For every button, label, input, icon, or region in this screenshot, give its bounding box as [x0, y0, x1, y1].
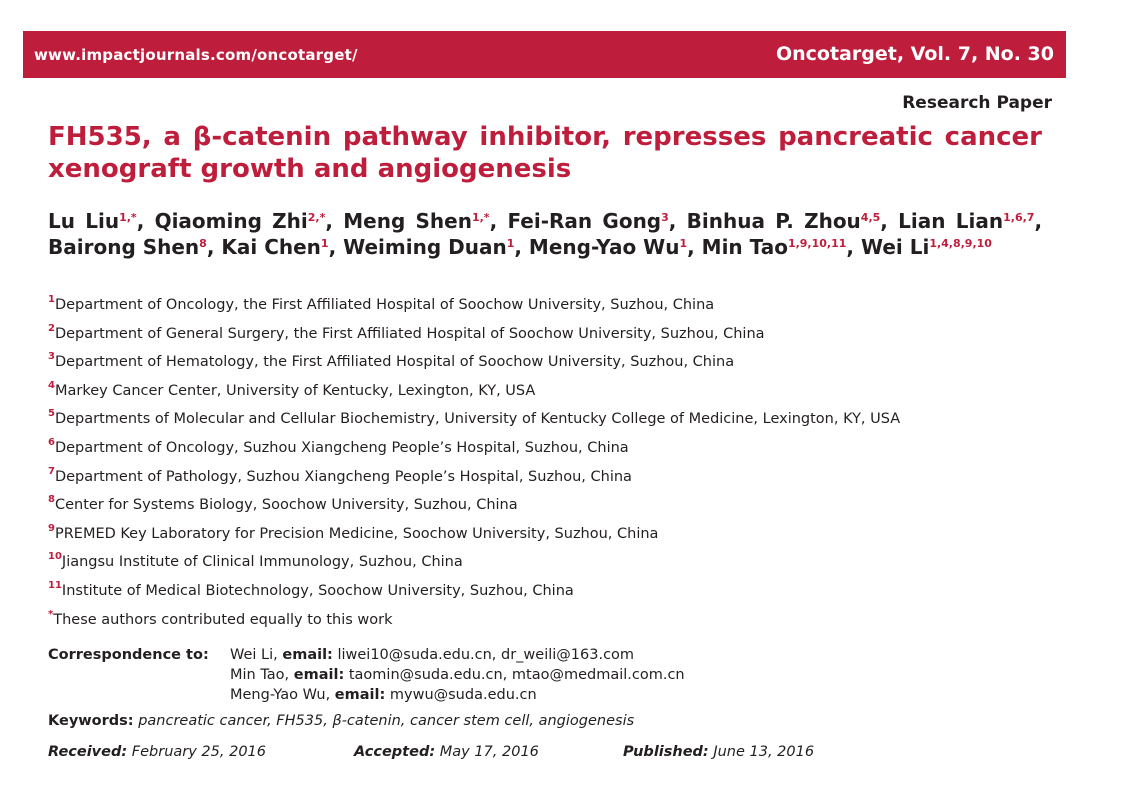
published-value: June 13, 2016 — [713, 744, 815, 760]
author-name: Meng-Yao Wu — [528, 235, 680, 259]
affiliation-number: 3 — [48, 351, 55, 363]
author-affiliation-marker: 1 — [679, 237, 688, 250]
author-name: Meng Shen — [343, 209, 472, 233]
author-name: Qiaoming Zhi — [154, 209, 308, 233]
paper-title: FH535, a β-catenin pathway inhibitor, represses pancreatic cancer xenograft growth and angiogenesis — [48, 122, 1042, 184]
author-affiliation-marker: 2,* — [307, 211, 326, 224]
keywords-label: Keywords: — [48, 713, 134, 729]
author-affiliation-marker: 1 — [506, 237, 515, 250]
received-value: February 25, 2016 — [131, 744, 266, 760]
author-name: Binhua P. Zhou — [686, 209, 861, 233]
author-name: Bairong Shen — [48, 235, 200, 259]
affiliation-number: 5 — [48, 408, 55, 420]
author-name: Min Tao — [701, 235, 788, 259]
accepted-value: May 17, 2016 — [439, 744, 539, 760]
affiliation-item — [48, 291, 1088, 320]
affiliation-number: 6 — [48, 436, 55, 448]
affiliation-item — [48, 348, 1088, 377]
affiliation-number: 9 — [48, 522, 55, 534]
affiliation-text: Departments of Molecular and Cellular Biochemistry, University of Kentucky College of Medicine, Lexington, KY, USA — [54, 411, 901, 428]
author-affiliation-marker: 1,9,10,11 — [787, 237, 847, 250]
affiliation-item — [48, 606, 1088, 635]
correspondent-emails[interactable]: liwei10@suda.edu.cn, dr_weili@163.com — [337, 647, 635, 663]
keywords-text: pancreatic cancer, FH535, β-catenin, cancer stem cell, angiogenesis — [138, 713, 635, 729]
email-label: email: — [293, 667, 345, 683]
affiliation-item — [48, 405, 1088, 434]
paper-type-label: Research Paper — [902, 93, 1052, 113]
email-label: email: — [282, 647, 333, 663]
affiliation-number: 1 — [48, 294, 55, 305]
author-affiliation-marker: 1,4,8,9,10 — [929, 237, 992, 250]
affiliation-number: 4 — [48, 379, 55, 391]
author-name: Fei-Ran Gong — [507, 209, 662, 233]
received-label: Received: — [48, 744, 128, 760]
email-label: email: — [334, 687, 386, 703]
journal-url[interactable]: www.impactjournals.com/oncotarget/ — [34, 46, 358, 64]
affiliation-text: Center for Systems Biology, Soochow University, Suzhou, China — [54, 497, 518, 514]
affiliation-text: Department of Oncology, the First Affiliated Hospital of Soochow University, Suzhou, China — [54, 297, 715, 313]
author-affiliation-marker: 8 — [199, 237, 207, 250]
affiliation-text: Institute of Medical Biotechnology, Soochow University, Suzhou, China — [61, 582, 574, 599]
author-affiliation-marker: 4,5 — [860, 211, 881, 224]
accepted-date — [354, 744, 539, 760]
affiliation-text: Markey Cancer Center, University of Kentucky, Lexington, KY, USA — [54, 382, 536, 399]
affiliation-text: Department of Hematology, the First Affiliated Hospital of Soochow University, Suzhou, China — [54, 354, 735, 371]
author-name: Weiming Duan — [343, 235, 507, 259]
correspondence-block — [48, 645, 685, 705]
affiliation-text: These authors contributed equally to this work — [53, 611, 393, 628]
correspondent-name: Wei Li, — [230, 647, 278, 663]
author-affiliation-marker: 1 — [320, 237, 329, 250]
author-affiliation-marker: 1,* — [119, 211, 137, 224]
journal-citation: Oncotarget, Vol. 7, No. 30 — [775, 43, 1054, 65]
affiliation-item — [48, 320, 1088, 349]
affiliation-number: 8 — [48, 494, 55, 506]
affiliation-list — [48, 291, 1088, 634]
correspondent-name: Meng-Yao Wu, — [230, 687, 331, 703]
affiliation-text: Department of General Surgery, the First Affiliated Hospital of Soochow University, Suzhou, China — [54, 325, 765, 342]
author-name: Wei Li — [860, 235, 930, 259]
author-affiliation-marker: 1,6,7 — [1003, 211, 1035, 224]
author-name: Kai Chen — [221, 235, 321, 259]
received-date — [48, 744, 266, 760]
correspondent-emails[interactable]: taomin@suda.edu.cn, mtao@medmail.com.cn — [348, 667, 685, 683]
affiliation-item — [48, 548, 1088, 577]
author-name: Lian Lian — [898, 209, 1004, 233]
affiliation-item — [48, 377, 1088, 406]
author-name: Lu Liu — [48, 209, 120, 233]
affiliation-text: Jiangsu Institute of Clinical Immunology, Suzhou, China — [61, 554, 463, 571]
published-label: Published: — [623, 744, 709, 760]
affiliation-number: 2 — [48, 322, 55, 334]
affiliation-item — [48, 520, 1088, 549]
affiliation-number: * — [48, 608, 54, 620]
published-date — [623, 744, 814, 760]
author-list: Lu Liu$^{1,*}$, Qiaoming Zhi$^{2,*}$, Meng Shen$^{1,*}$, Fei-Ran Gong$^3$, Binhua P. Zhou$^{4,5}$, Lian Lian$^{1,6,7}$, Bairong Shen$^8$, Kai Chen$^1$, Weiming Duan$^1$, Meng-Yao Wu$^1$, Min Tao$^{1,9,10,11}$, Wei Li$^{1,4,8,9,10}$ — [48, 209, 1043, 259]
correspondent-name: Min Tao, — [230, 667, 290, 683]
correspondent-emails[interactable]: mywu@suda.edu.cn — [389, 687, 537, 703]
affiliation-item — [48, 434, 1088, 463]
affiliation-number: 10 — [48, 551, 62, 563]
author-affiliation-marker: 3 — [661, 211, 669, 224]
affiliation-text: Department of Pathology, Suzhou Xiangcheng People’s Hospital, Suzhou, China — [54, 468, 632, 485]
affiliation-number: 7 — [48, 465, 55, 477]
keywords-line — [48, 713, 634, 729]
affiliation-text: PREMED Key Laboratory for Precision Medicine, Soochow University, Suzhou, China — [54, 525, 659, 542]
affiliation-text: Department of Oncology, Suzhou Xiangcheng People’s Hospital, Suzhou, China — [54, 439, 629, 456]
correspondence-entry — [230, 665, 685, 685]
accepted-label: Accepted: — [354, 744, 436, 760]
correspondence-entry — [230, 685, 537, 705]
affiliation-item — [48, 463, 1088, 492]
correspondence-entry — [230, 645, 634, 665]
correspondence-label: Correspondence to: — [48, 647, 209, 663]
affiliation-number: 11 — [48, 579, 62, 591]
author-affiliation-marker: 1,* — [471, 211, 490, 224]
affiliation-item — [48, 577, 1088, 606]
affiliation-item — [48, 491, 1088, 520]
journal-header-bar — [23, 31, 1066, 78]
